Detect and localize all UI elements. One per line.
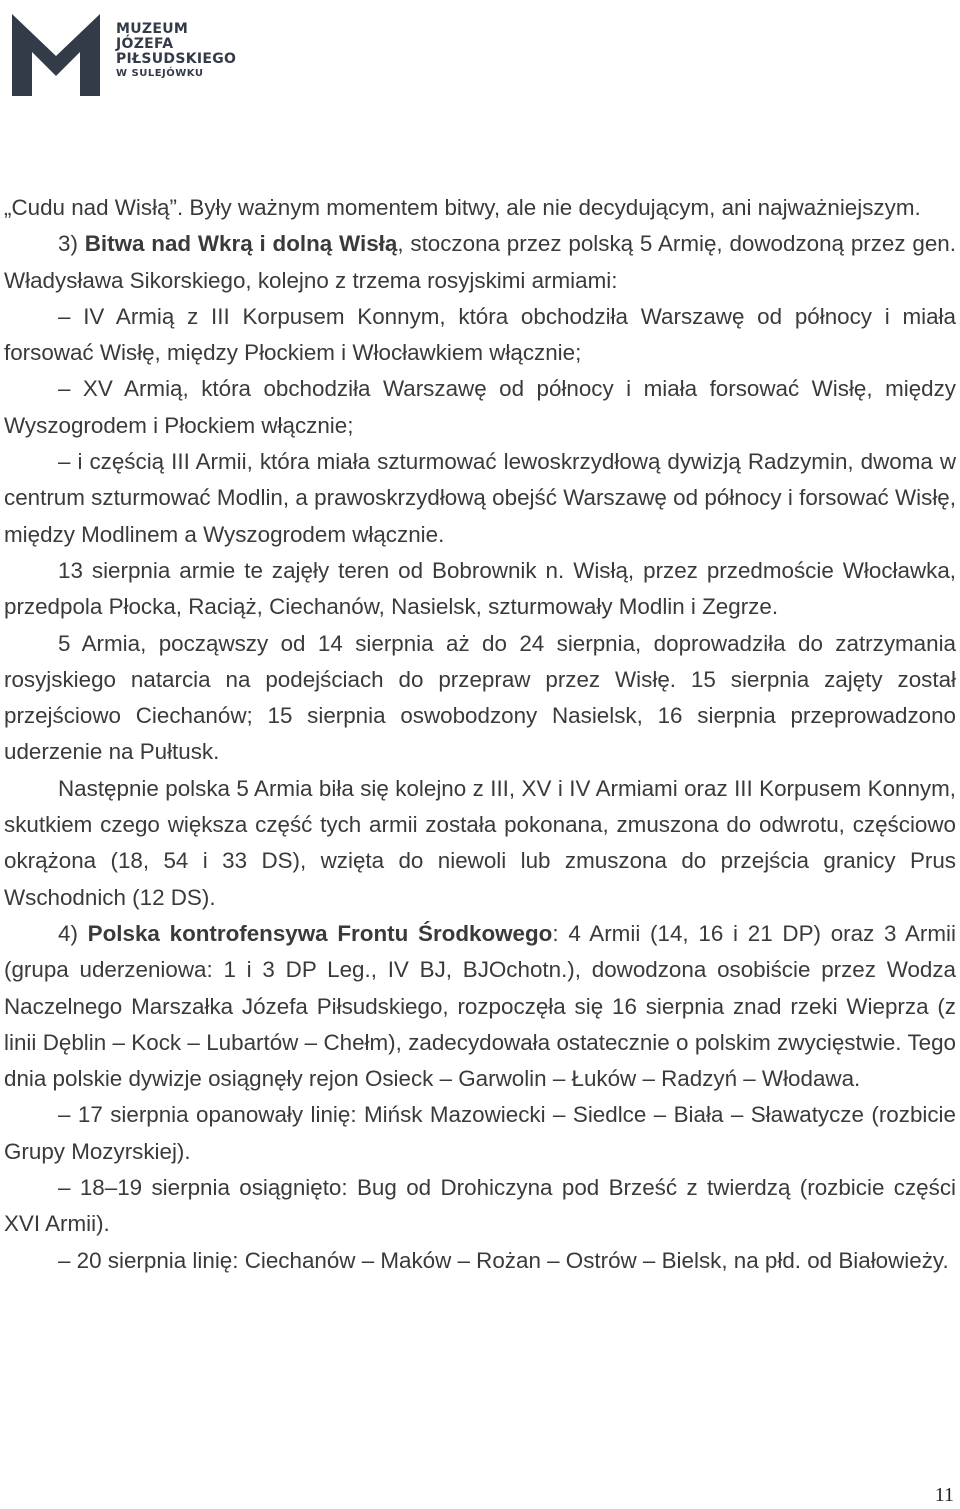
paragraph-text: Następnie polska 5 Armia biła się kolejno z III, XV i IV Armiami oraz III Korpusem Konnym, skutkiem czego większa część tych armii została pokonana, zmuszona do odwrotu, częściowo okrążona (18, 54 i 33 DS), wzięta do niewoli lub zmuszona do przejścia granicy Prus Wschodnich (12 DS). [4,775,956,910]
museum-logo [12,8,242,103]
paragraph-text: – 18–19 sierpnia osiągnięto: Bug od Drohiczyna pod Brześć z twierdzą (rozbicie części XVI Armii). [4,1175,956,1237]
paragraph-8 [4,771,956,916]
paragraph-7 [4,626,956,771]
paragraph-1 [4,190,956,226]
page-number: 11 [934,1484,954,1506]
paragraph-4 [4,371,956,444]
paragraph-text: „Cudu nad Wisłą”. Były ważnym momentem bitwy, ale nie decydującym, ani najważniejszym. [4,195,921,220]
paragraph-text: – IV Armią z III Korpusem Konnym, która obchodziła Warszawę od północy i miała forsować Wisłę, między Płockiem i Włocławkiem włącznie; [4,303,956,366]
paragraph-6 [4,553,956,626]
paragraph-text: – XV Armią, która obchodziła Warszawę od północy i miała forsować Wisłę, między Wyszogrodem i Płockiem włącznie; [4,376,956,438]
logo-line-4: W SULEJÓWKU [116,68,204,79]
paragraph-text: 13 sierpnia armie te zajęły teren od Bobrownik n. Wisłą, przez przedmoście Włocławka, przedpola Płocka, Raciąż, Ciechanów, Nasielsk, szturmowały Modlin i Zegrze. [4,557,956,620]
paragraph-12 [4,1243,956,1279]
paragraph-2 [4,226,956,299]
logo-line-3: PIŁSUDSKIEGO [116,51,237,67]
paragraph-text: , stoczona przez polską 5 Armię, dowodzoną przez gen. Władysława Sikorskiego, kolejno z trzema rosyjskimi armiami: [4,231,956,293]
document-body [4,190,956,1279]
paragraph-text: – 20 sierpnia linię: Ciechanów – Maków – Rożan – Ostrów – Bielsk, na płd. od Białowieży. [58,1247,949,1273]
paragraph-text: – i częścią III Armii, która miała szturmować lewoskrzydłową dywizją Radzymin, dwoma w centrum szturmować Modlin, a prawoskrzydłową obejść Warszawę od północy i forsować Wisłę, między Modlinem a Wyszogrodem włącznie. [4,449,956,547]
logo-line-2: JÓZEFA [116,36,174,52]
paragraph-heading: Bitwa nad Wkrą i dolną Wisłą [84,231,398,257]
paragraph-5 [4,444,956,553]
paragraph-text: – 17 sierpnia opanowały linię: Mińsk Mazowiecki – Siedlce – Biała – Sławatycze (rozbicie Grupy Mozyrskiej). [4,1102,956,1164]
paragraph-9 [4,916,956,1097]
paragraph-3 [4,299,956,372]
paragraph-heading: Polska kontrofensywa Frontu Środkowego [87,920,553,946]
paragraph-11 [4,1170,956,1243]
paragraph-prefix: 3) [58,231,85,257]
paragraph-text: : 4 Armii (14, 16 i 21 DP) oraz 3 Armii (grupa uderzeniowa: 1 i 3 DP Leg., IV BJ, BJOchotn.), dowodzona osobiście przez Wodza Naczelnego Marszałka Józefa Piłsudskiego, rozpoczęła się 16 sierpnia znad rzeki Wieprza (z linii Dęblin – Kock – Lubartów – Chełm), zadecydowała ostatecznie o polskim zwycięstwie. Tego dnia polskie dywizje osiągnęły rejon Osieck – Garwolin – Łuków – Radzyń – Włodawa. [4,920,956,1092]
paragraph-10 [4,1097,956,1170]
paragraph-text: 5 Armia, począwszy od 14 sierpnia aż do 24 sierpnia, doprowadziła do zatrzymania rosyjskiego natarcia na podejściach do przepraw przez Wisłę. 15 sierpnia zajęty został przejściowo Ciechanów; 15 sierpnia oswobodzony Nasielsk, 16 sierpnia przeprowadzono uderzenie na Pułtusk. [4,630,956,765]
logo-line-1: MUZEUM [116,21,189,37]
logo-text [116,22,236,81]
museum-logo-mark-icon [12,8,104,100]
paragraph-prefix: 4) [58,920,88,946]
